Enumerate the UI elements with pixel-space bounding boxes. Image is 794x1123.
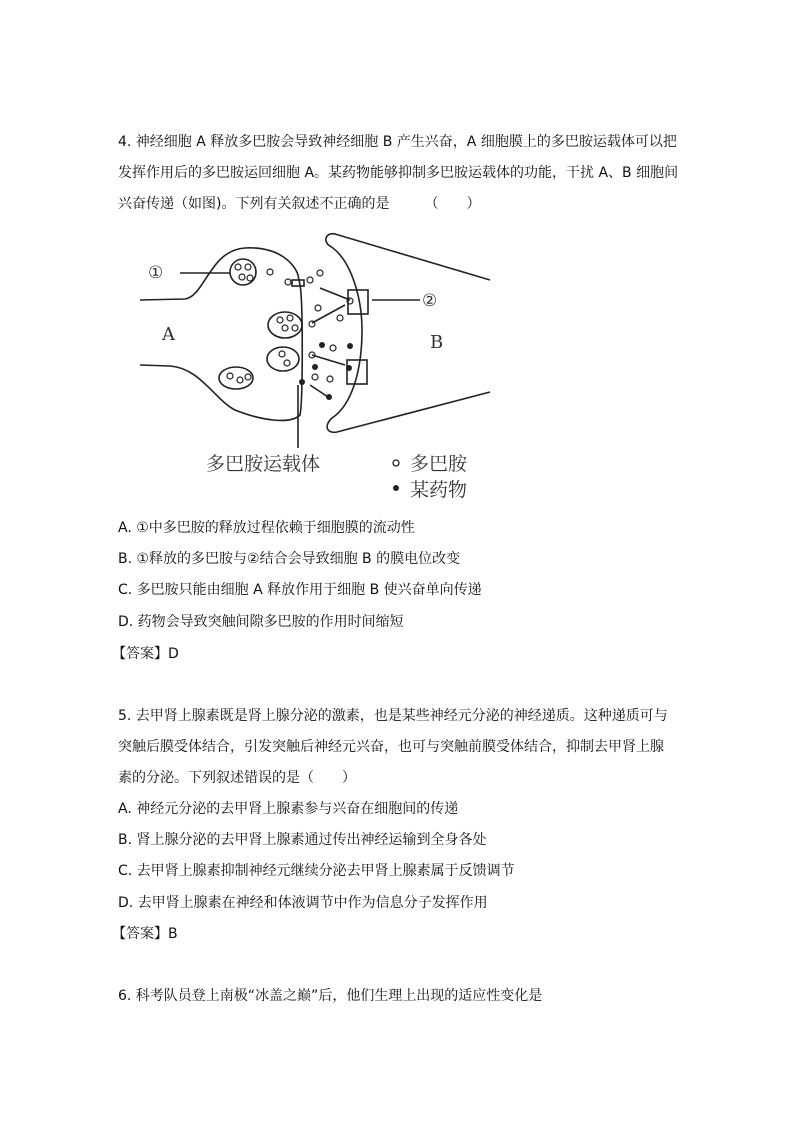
q5-answer: 【答案】B [112, 926, 178, 942]
q4-stem-line: 兴奋传递（如图)。下列有关叙述不正确的是 （ ） [118, 196, 481, 212]
q4-stem-line: 4. 神经细胞 A 释放多巴胺会导致神经细胞 B 产生兴奋，A 细胞膜上的多巴胺运载体可以把 [118, 134, 677, 150]
q5-option-d: D. 去甲肾上腺素在神经和体液调节中作为信息分子发挥作用 [118, 895, 488, 911]
q4-option-c: C. 多巴胺只能由细胞 A 释放作用于细胞 B 使兴奋单向传递 [118, 582, 482, 598]
dopamine-legend-icon [393, 460, 399, 466]
cell-b-label: B [430, 332, 444, 353]
label-2: ② [422, 291, 438, 311]
q4-option-b: B. ①释放的多巴胺与②结合会导致细胞 B 的膜电位改变 [118, 551, 461, 567]
q4-option-a: A. ①中多巴胺的释放过程依赖于细胞膜的流动性 [118, 520, 415, 536]
cell-b-membrane [326, 234, 490, 433]
q5-stem-line: 5. 去甲肾上腺素既是肾上腺分泌的激素，也是某些神经元分泌的神经递质。这种递质可与 [118, 708, 668, 724]
q5-option-b: B. 肾上腺分泌的去甲肾上腺素通过传出神经运输到全身各处 [118, 832, 487, 848]
q5-stem-line: 素的分泌。下列叙述错误的是（ ） [118, 770, 356, 786]
q5-option-c: C. 去甲肾上腺素抑制神经元继续分泌去甲肾上腺素属于反馈调节 [118, 863, 515, 879]
label-1: ① [148, 263, 164, 283]
q4-answer: 【答案】D [112, 646, 179, 662]
drug-legend-icon [393, 485, 399, 491]
q6-stem-line: 6. 科考队员登上南极“冰盖之巅”后，他们生理上出现的适应性变化是 [118, 988, 543, 1004]
legend-drug: 某药物 [410, 479, 468, 501]
carrier-label: 多巴胺运载体 [206, 453, 321, 475]
synapse-diagram [140, 220, 500, 510]
q4-option-d: D. 药物会导致突触间隙多巴胺的作用时间缩短 [118, 614, 404, 630]
q4-stem-line: 发挥作用后的多巴胺运回细胞 A。某药物能够抑制多巴胺运载体的功能，干扰 A、B 细胞间 [118, 165, 679, 181]
q5-option-a: A. 神经元分泌的去甲肾上腺素参与兴奋在细胞间的传递 [118, 801, 459, 817]
cell-a-label: A [162, 324, 175, 345]
legend-dopamine: 多巴胺 [410, 453, 468, 475]
q5-stem-line: 突触后膜受体结合，引发突触后神经元兴奋，也可与突触前膜受体结合，抑制去甲肾上腺 [118, 739, 664, 755]
